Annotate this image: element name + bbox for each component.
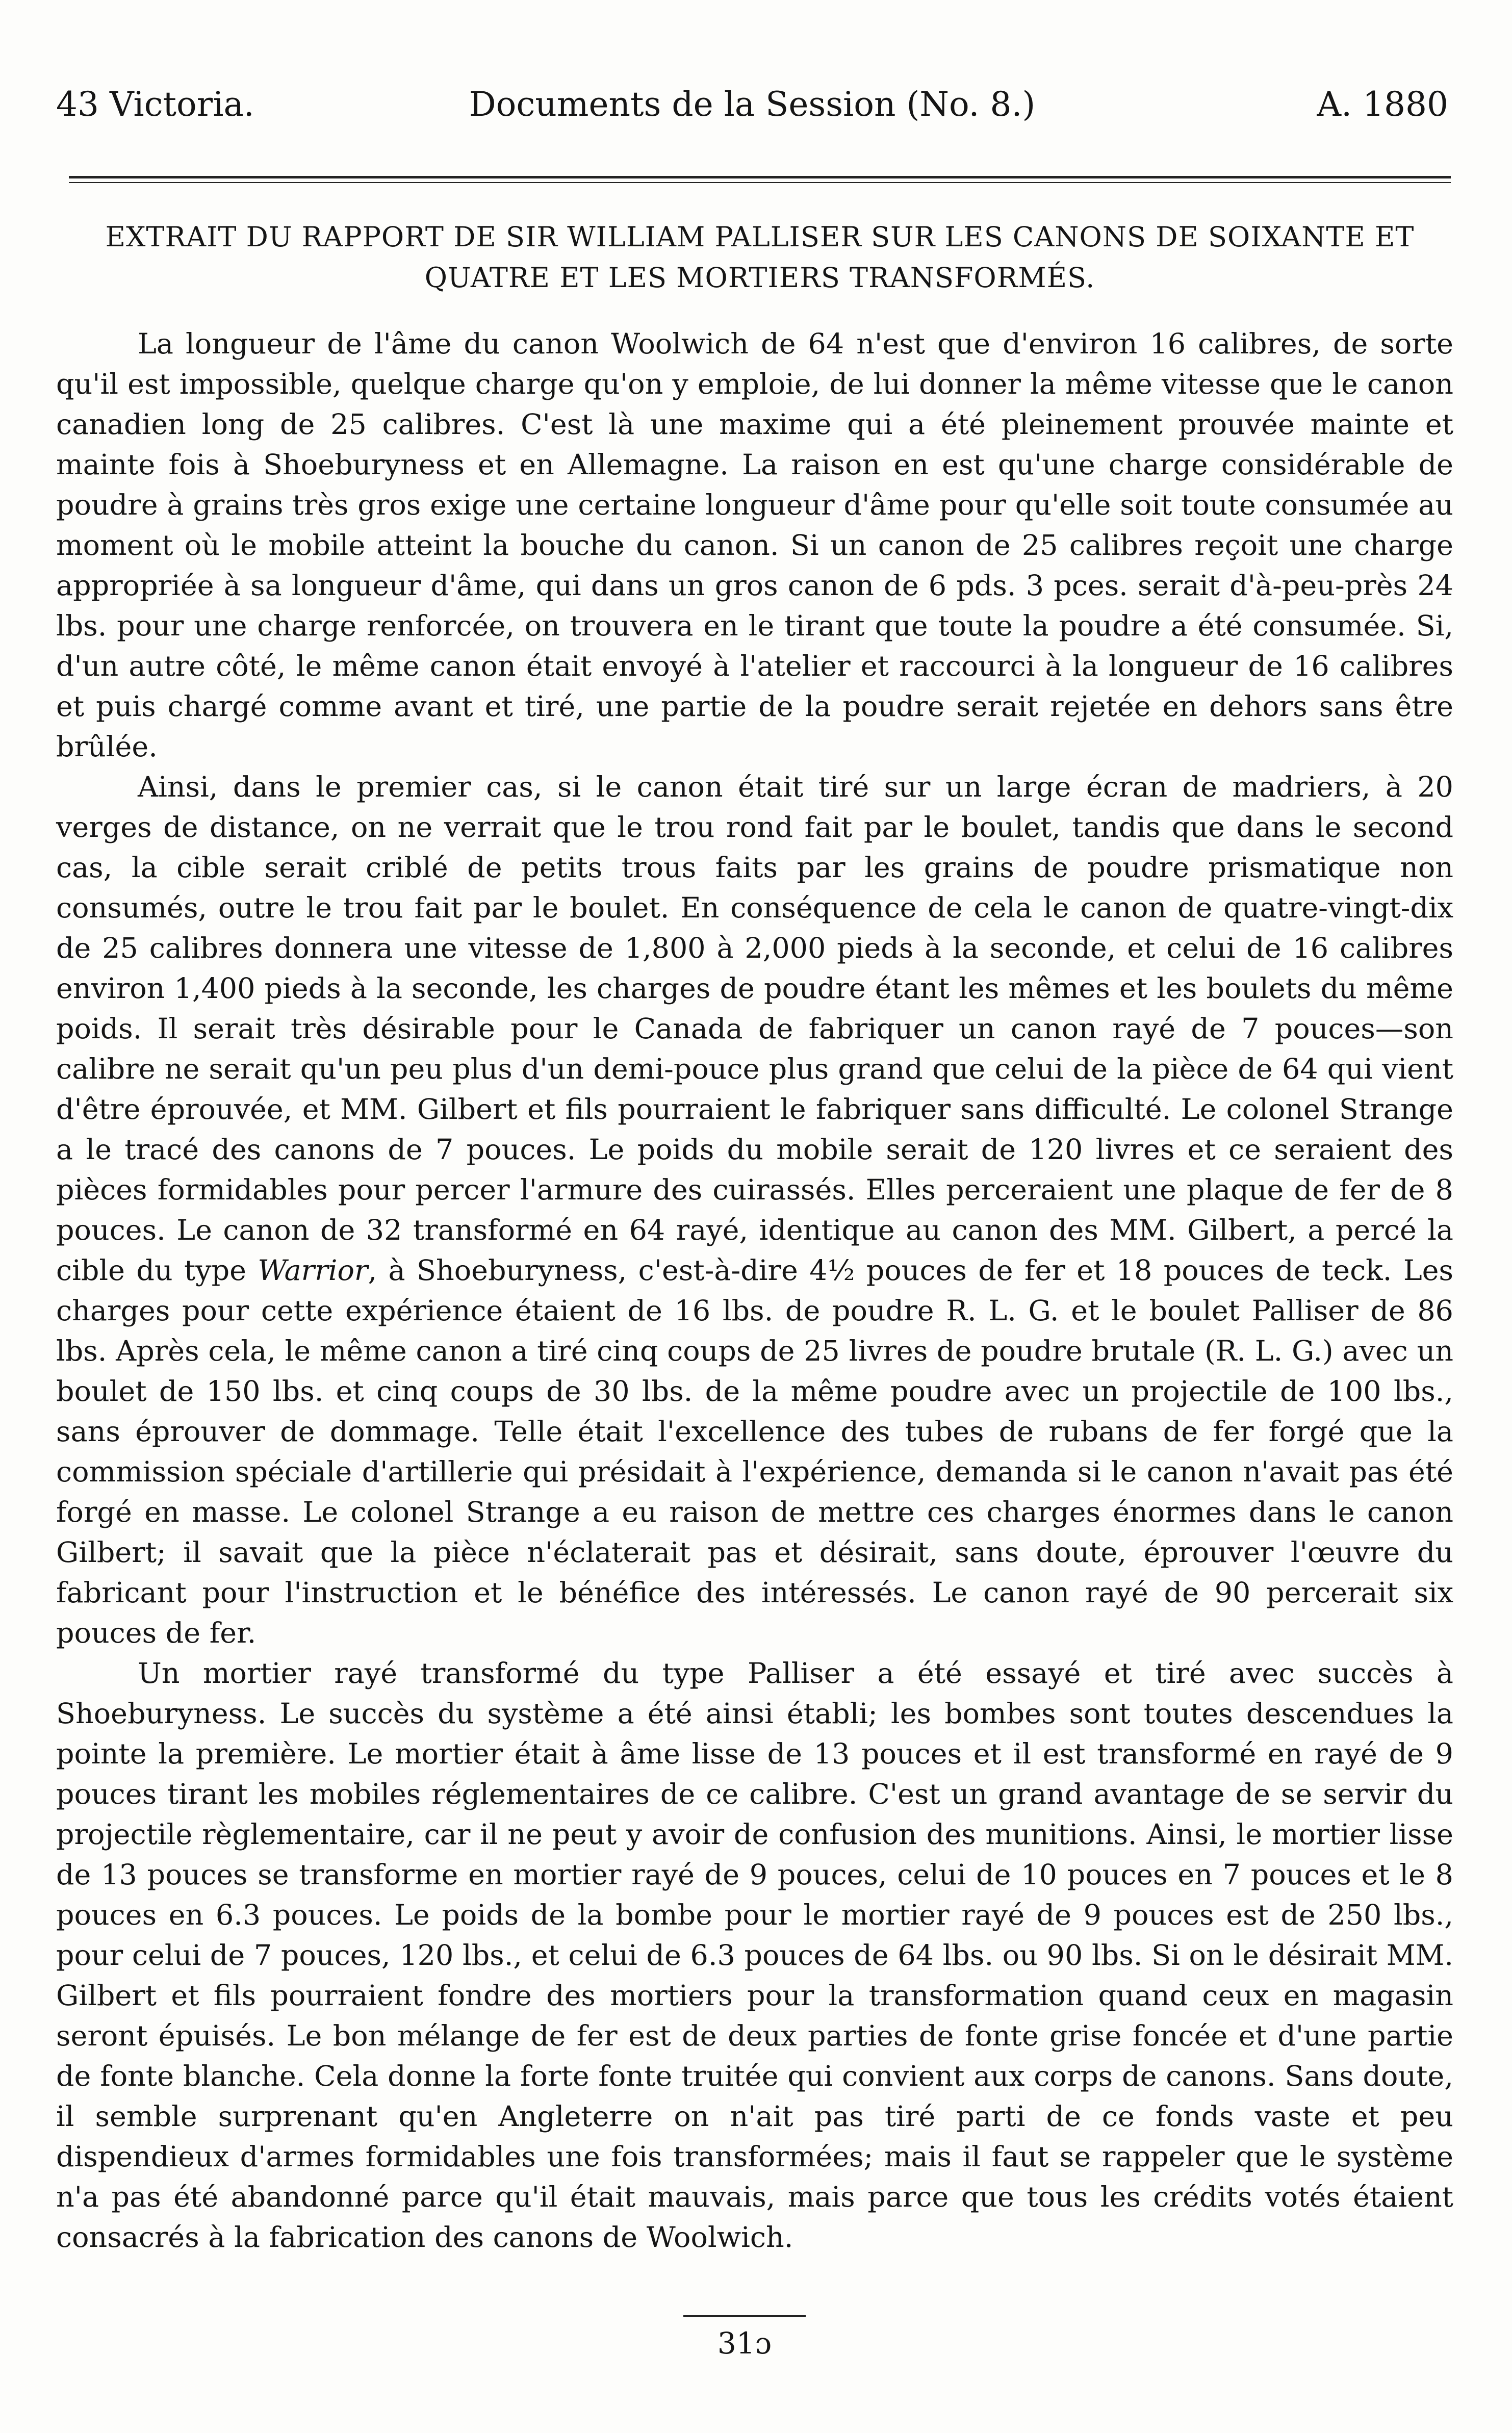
paragraph-2-italic: Warrior: [258, 1254, 368, 1287]
page-number: 31ɔ: [717, 2326, 772, 2361]
paragraph-3: Un mortier rayé transformé du type Palliser a été essayé et tiré avec succès à Shoeburyness. Le succès du système a été ainsi établi; les bombes sont toutes descendues la pointe la première. Le mortier était à âme lisse de 13 pouces et il est transformé en rayé de 9 pouces tirant les mobiles réglementaires de ce calibre. C'est un grand avantage de se servir du projectile règlementaire, car il ne peut y avoir de confusion des munitions. Ainsi, le mortier lisse de 13 pouces se transforme en mortier rayé de 9 pouces, celui de 10 pouces en 7 pouces et le 8 pouces en 6.3 pouces. Le poids de la bombe pour le mortier rayé de 9 pouces est de 250 lbs., pour celui de 7 pouces, 120 lbs., et celui de 6.3 pouces de 64 lbs. ou 90 lbs. Si on le désirait MM. Gilbert et fils pourraient fondre des mortiers pour la transformation quand ceux en magasin seront épuisés. Le bon mélange de fer est de deux parties de fonte grise foncée et d'une partie de fonte blanche. Cela donne la forte fonte truitée qui convient aux corps de canons. Sans doute, il semble surprenant qu'en Angleterre on n'ait pas tiré parti de ce fonds vaste et peu dispendieux d'armes formidables une fois transformées; mais il faut se rappeler que le système n'a pas été abandonné parce qu'il était mauvais, mais parce que tous les crédits votés étaient consacrés à la fabrication des canons de Woolwich.: [56, 1657, 1453, 2254]
running-header: [56, 76, 1448, 133]
paragraph-2-part-1: Ainsi, dans le premier cas, si le canon était tiré sur un large écran de madriers, à 20 verges de distance, on ne verrait que le trou rond fait par le boulet, tandis que dans le second cas, la cible serait criblé de petits trous faits par les grains de poudre prismatique non consumés, outre le trou fait par le boulet. En conséquence de cela le canon de quatre-vingt-dix de 25 calibres donnera une vitesse de 1,800 à 2,000 pieds à la seconde, et celui de 16 calibres environ 1,400 pieds à la seconde, les charges de poudre étant les mêmes et les boulets du même poids. Il serait très désirable pour le Canada de fabriquer un canon rayé de 7 pouces—son calibre ne serait qu'un peu plus d'un demi-pouce plus grand que celui de la pièce de 64 qui vient d'être éprouvée, et MM. Gilbert et fils pourraient le fabriquer sans difficulté. Le colonel Strange a le tracé des canons de 7 pouces. Le poids du mobile serait de 120 livres et ce seraient des pièces formidables pour percer l'armure des cuirassés. Elles perceraient une plaque de fer de 8 pouces. Le canon de 32 transformé en 64 rayé, identique au canon des MM. Gilbert, a percé la cible du type: [56, 771, 1453, 1287]
body-text: [56, 324, 1453, 2258]
section-title-line-1: EXTRAIT DU RAPPORT DE SIR WILLIAM PALLISER SUR LES CANONS DE SOIXANTE ET: [105, 221, 1415, 253]
header-rule-thin: [69, 182, 1451, 183]
header-volume: 43 Victoria.: [56, 85, 254, 124]
section-title: [71, 217, 1448, 298]
header-title: Documents de la Session (No. 8.): [469, 85, 1036, 124]
header-rule-thick: [69, 176, 1451, 178]
header-year: A. 1880: [1317, 85, 1448, 124]
footer-rule: [683, 2315, 806, 2317]
paragraph-1: La longueur de l'âme du canon Woolwich de 64 n'est que d'environ 16 calibres, de sorte qu'il est impossible, quelque charge qu'on y emploie, de lui donner la même vitesse que le canon canadien long de 25 calibres. C'est là une maxime qui a été pleinement prouvée mainte et mainte fois à Shoeburyness et en Allemagne. La raison en est qu'une charge considérable de poudre à grains très gros exige une certaine longueur d'âme pour qu'elle soit toute consumée au moment où le mobile atteint la bouche du canon. Si un canon de 25 calibres reçoit une charge appropriée à sa longueur d'âme, qui dans un gros canon de 6 pds. 3 pces. serait d'à-peu-près 24 lbs. pour une charge renforcée, on trouvera en le tirant que toute la poudre a été consumée. Si, d'un autre côté, le même canon était envoyé à l'atelier et raccourci à la longueur de 16 calibres et puis chargé comme avant et tiré, une partie de la poudre serait rejetée en dehors sans être brûlée.: [56, 327, 1453, 763]
paragraph-2-part-2: , à Shoeburyness, c'est-à-dire 4½ pouces de fer et 18 pouces de teck. Les charges pour cette expérience étaient de 16 lbs. de poudre R. L. G. et le boulet Palliser de 86 lbs. Après cela, le même canon a tiré cinq coups de 25 livres de poudre brutale (R. L. G.) avec un boulet de 150 lbs. et cinq coups de 30 lbs. de la même poudre avec un projectile de 100 lbs., sans éprouver de dommage. Telle était l'excellence des tubes de rubans de fer forgé que la commission spéciale d'artillerie qui présidait à l'expérience, demanda si le canon n'avait pas été forgé en masse. Le colonel Strange a eu raison de mettre ces charges énormes dans le canon Gilbert; il savait que la pièce n'éclaterait pas et désirait, sans doute, éprouver l'œuvre du fabricant pour l'instruction et le bénéfice des intéressés. Le canon rayé de 90 percerait six pouces de fer.: [56, 1254, 1454, 1650]
section-title-line-2: QUATRE ET LES MORTIERS TRANSFORMÉS.: [424, 262, 1095, 294]
paragraph-2: [56, 767, 1453, 1653]
